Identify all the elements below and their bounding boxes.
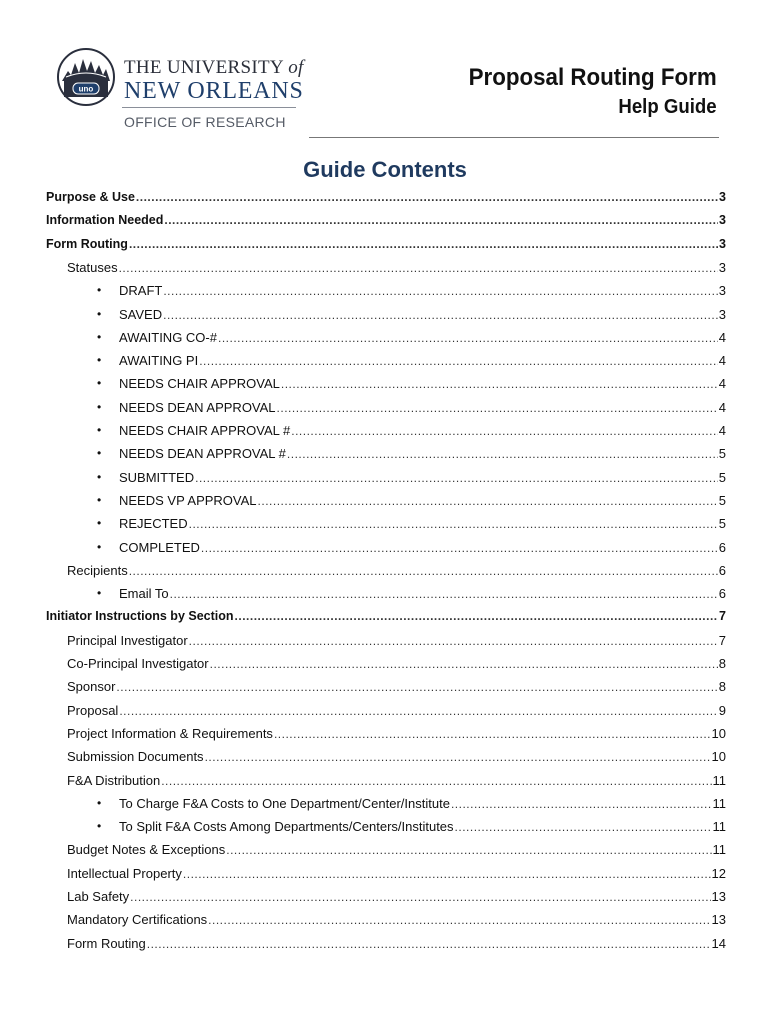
toc-page-number: 13 [711, 889, 726, 904]
document-subtitle: Help Guide [618, 96, 717, 118]
toc-page-number: 6 [718, 562, 726, 578]
toc-page-number: 10 [711, 749, 726, 765]
toc-entry-label: SUBMITTED [119, 469, 195, 485]
toc-leader-dots [116, 680, 717, 694]
bullet-icon: • [97, 819, 102, 834]
toc-entry-label: DRAFT [119, 283, 163, 299]
toc-page-number: 6 [718, 586, 726, 602]
bullet-icon: • [97, 423, 102, 437]
toc-page-number: 6 [718, 539, 726, 555]
toc-entry[interactable] [97, 586, 726, 606]
toc-page-number: 5 [718, 469, 726, 485]
toc-leader-dots [274, 727, 711, 741]
toc-entry[interactable] [67, 633, 726, 653]
toc-entry-label: Sponsor [67, 679, 116, 695]
toc-entry[interactable] [67, 703, 726, 723]
toc-entry[interactable] [97, 376, 726, 396]
toc-entry-label: Form Routing [67, 935, 146, 951]
toc-entry-label: NEEDS CHAIR APPROVAL [119, 376, 280, 392]
toc-entry[interactable] [97, 399, 726, 420]
toc-entry[interactable] [67, 679, 726, 699]
toc-entry-label: COMPLETED [119, 539, 200, 555]
toc-page-number: 8 [718, 679, 726, 695]
toc-leader-dots [130, 890, 710, 904]
toc-leader-dots [451, 797, 712, 811]
toc-entry[interactable] [67, 866, 726, 886]
toc-entry-label: REJECTED [119, 516, 188, 532]
toc-entry-label: To Charge F&A Costs to One Department/Center/Institute [119, 795, 450, 811]
logo-office-text: OFFICE OF RESEARCH [124, 114, 286, 130]
toc-entry[interactable] [67, 889, 726, 909]
bullet-icon: • [97, 376, 102, 391]
toc-entry[interactable] [46, 190, 726, 210]
toc-page-number: 3 [719, 213, 726, 228]
seal-label: uno [78, 84, 94, 94]
toc-leader-dots [129, 237, 718, 251]
toc-entry[interactable] [97, 329, 726, 350]
toc-leader-dots [119, 261, 718, 275]
toc-entry-label: NEEDS DEAN APPROVAL # [119, 446, 286, 462]
contents-heading: Guide Contents [303, 157, 467, 182]
toc-page-number: 9 [718, 702, 726, 718]
toc-page-number: 12 [711, 865, 726, 881]
bullet-icon: • [97, 586, 102, 601]
toc-leader-dots [170, 587, 718, 601]
toc-leader-dots [287, 447, 718, 461]
toc-entry[interactable] [67, 936, 726, 956]
toc-entry[interactable] [67, 656, 726, 676]
toc-page-number: 4 [718, 399, 726, 415]
toc-entry-label: Proposal [67, 702, 119, 718]
toc-leader-dots [210, 657, 718, 671]
toc-leader-dots [129, 564, 718, 578]
toc-leader-dots [189, 517, 718, 531]
university-logo [56, 47, 306, 133]
toc-page-number: 10 [711, 725, 726, 741]
logo-divider [122, 107, 296, 108]
header-divider [309, 137, 719, 138]
bullet-icon: • [97, 283, 102, 298]
toc-entry-label: Mandatory Certifications [67, 912, 208, 928]
toc-page-number: 4 [718, 353, 726, 369]
bullet-icon: • [97, 446, 102, 461]
toc-leader-dots [119, 704, 717, 718]
toc-leader-dots [235, 609, 719, 623]
toc-page-number: 3 [718, 259, 726, 275]
toc-page-number: 3 [718, 306, 726, 322]
toc-leader-dots [161, 774, 711, 788]
toc-leader-dots [218, 331, 718, 345]
toc-entry-label: Information Needed [46, 213, 164, 228]
toc-leader-dots [208, 913, 710, 927]
toc-leader-dots [226, 843, 711, 857]
toc-leader-dots [183, 867, 711, 881]
bullet-icon: • [97, 516, 102, 531]
logo-new-orleans-text: NEW ORLEANS [124, 78, 304, 104]
toc-leader-dots [189, 634, 718, 648]
toc-entry[interactable] [97, 795, 726, 816]
toc-leader-dots [291, 424, 718, 438]
toc-entry[interactable] [67, 773, 726, 793]
toc-leader-dots [163, 308, 718, 322]
toc-page-number: 11 [712, 842, 726, 858]
toc-entry-label: Lab Safety [67, 889, 130, 904]
toc-entry-label: AWAITING PI [119, 353, 199, 369]
toc-entry-label: NEEDS VP APPROVAL [119, 492, 257, 508]
toc-entry[interactable] [67, 563, 726, 583]
toc-leader-dots [277, 401, 718, 415]
bullet-icon: • [97, 539, 102, 554]
toc-entry[interactable] [67, 749, 726, 769]
toc-entry[interactable] [97, 353, 726, 373]
toc-leader-dots [201, 541, 718, 555]
toc-page-number: 13 [711, 912, 726, 928]
toc-entry-label: SAVED [119, 306, 163, 322]
logo-university-line [124, 57, 304, 79]
toc-page-number: 14 [711, 935, 726, 951]
toc-entry-label: NEEDS DEAN APPROVAL [119, 399, 276, 415]
toc-entry[interactable] [46, 213, 726, 233]
toc-leader-dots [195, 471, 718, 485]
toc-leader-dots [199, 354, 718, 368]
toc-entry-label: Intellectual Property [67, 865, 182, 881]
university-seal-icon [56, 47, 116, 107]
toc-page-number: 4 [718, 423, 726, 438]
toc-entry[interactable] [97, 423, 726, 443]
toc-entry[interactable] [97, 283, 726, 303]
document-title: Proposal Routing Form [468, 64, 717, 91]
toc-entry-label: Initiator Instructions by Section [46, 609, 234, 624]
bullet-icon: • [97, 469, 102, 484]
toc-page-number: 11 [712, 819, 726, 835]
toc-entry-label: Form Routing [46, 236, 128, 251]
toc-entry[interactable] [97, 492, 726, 513]
toc-entry-label: Recipients [67, 562, 128, 578]
toc-entry[interactable] [97, 539, 726, 560]
toc-entry[interactable] [46, 609, 726, 629]
toc-page-number: 5 [718, 446, 726, 462]
toc-page-number: 5 [718, 492, 726, 508]
toc-leader-dots [164, 213, 718, 227]
bullet-icon: • [97, 306, 102, 321]
toc-entry-label: To Split F&A Costs Among Departments/Centers/Institutes [119, 819, 454, 835]
toc-entry-label: Submission Documents [67, 749, 204, 765]
toc-entry[interactable] [67, 260, 726, 280]
toc-page-number: 5 [718, 516, 726, 532]
toc-leader-dots [281, 377, 718, 391]
toc-leader-dots [163, 284, 717, 298]
toc-entry-label: Budget Notes & Exceptions [67, 842, 226, 858]
toc-page-number: 3 [719, 190, 726, 204]
toc-leader-dots [205, 750, 711, 764]
logo-university-text: THE UNIVERSITY [124, 57, 289, 78]
toc-page-number: 11 [712, 795, 726, 811]
bullet-icon: • [97, 329, 102, 344]
toc-leader-dots [136, 190, 718, 204]
toc-entry[interactable] [46, 237, 726, 257]
toc-page-number: 4 [718, 329, 726, 345]
toc-leader-dots [147, 937, 711, 951]
toc-leader-dots [258, 494, 718, 508]
toc-entry[interactable] [97, 306, 726, 327]
toc-page-number: 8 [718, 656, 726, 671]
toc-page-number: 11 [712, 772, 726, 788]
toc-entry[interactable] [97, 469, 726, 490]
toc-entry-label: AWAITING CO-# [119, 329, 217, 345]
toc-entry[interactable] [67, 912, 726, 932]
toc-entry[interactable] [97, 819, 726, 839]
toc-entry[interactable] [97, 446, 726, 466]
toc-entry[interactable] [67, 726, 726, 746]
toc-entry-label: Principal Investigator [67, 632, 188, 648]
bullet-icon: • [97, 492, 102, 507]
bullet-icon: • [97, 795, 102, 810]
bullet-icon: • [97, 353, 102, 368]
toc-entry-label: NEEDS CHAIR APPROVAL # [119, 423, 291, 438]
toc-page-number: 3 [719, 236, 726, 251]
toc-entry-label: Co-Principal Investigator [67, 656, 209, 671]
toc-entry-label: Email To [119, 586, 169, 602]
toc-page-number: 7 [718, 632, 726, 648]
toc-entry-label: Statuses [67, 259, 118, 275]
toc-page-number: 3 [718, 283, 726, 299]
toc-leader-dots [455, 820, 712, 834]
toc-entry[interactable] [67, 842, 726, 862]
toc-page-number: 7 [719, 609, 726, 624]
bullet-icon: • [97, 399, 102, 414]
toc-entry-label: F&A Distribution [67, 772, 161, 788]
toc-entry-label: Purpose & Use [46, 190, 135, 204]
toc-page-number: 4 [718, 376, 726, 392]
toc-entry-label: Project Information & Requirements [67, 725, 273, 741]
logo-of-text: of [288, 57, 304, 78]
toc-entry[interactable] [97, 516, 726, 536]
